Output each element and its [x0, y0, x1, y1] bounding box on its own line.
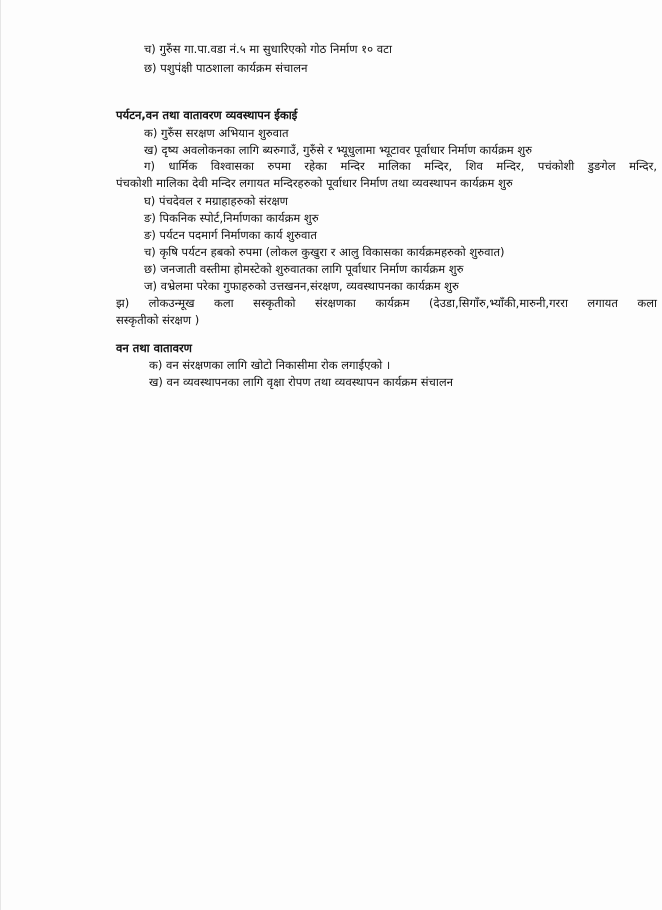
- list-item: च) गुरुँस गा.पा.वडा नं.५ मा सुधारिएको गोठ निर्माण १० वटा: [144, 42, 392, 56]
- list-item: क) वन संरक्षणका लागि खोटो निकासीमा रोक लगाईएको ।: [149, 358, 391, 372]
- list-item: च) कृषि पर्यटन हबको रुपमा (लोकल कुखुरा र आलु विकासका कार्यक्रमहरुको शुरुवात): [144, 245, 505, 259]
- list-item: ख) वन व्यवस्थापनका लागि वृक्षा रोपण तथा व्यवस्थापन कार्यक्रम संचालन: [149, 375, 454, 389]
- list-item: झ) लोकउन्मूख कला सस्कृतीको संरक्षणका कार्यक्रम (देउडा,सिगाँरु,भ्याँकी,मारुनी,गररा लगायत कला: [116, 296, 657, 310]
- list-item: ज) वभ्रेलमा परेका गुफाहरुको उत्तखनन,संरक्षण, व्यवस्थापनका कार्यक्रम शुरु: [144, 279, 459, 293]
- list-item: घ) पंचदेवल र मग्राहाहरुको संरक्षण: [144, 194, 288, 208]
- list-item-continuation: पंचकोशी मालिका देवी मन्दिर लगायत मन्दिरहरुको पूर्वाधार निर्माण तथा व्यवस्थापन कार्यक्रम शुरु: [116, 176, 513, 190]
- list-item: ङ) पर्यटन पदमार्ग निर्माणका कार्य शुरुवात: [144, 228, 317, 242]
- list-item: ग) धार्मिक विश्वासका रुपमा रहेका मन्दिर मालिका मन्दिर, शिव मन्दिर, पचंकोशी डुङगेल मन्दिर,: [144, 159, 657, 173]
- list-item: ख) दृष्य अवलोकनका लागि ब्यरुगाउँ, गुरुँसे र भ्यूधुलामा भ्यूटावर पूर्वाधार निर्माण कार्यक्रम शुरु: [144, 143, 533, 157]
- section-heading-tourism: पर्यटन,वन तथा वातावरण व्यवस्थापन ईकाई: [116, 108, 298, 122]
- list-item-continuation: सस्कृतीको संरक्षण ): [116, 313, 200, 327]
- list-item: छ) पशुपंक्षी पाठशाला कार्यक्रम संचालन: [144, 61, 308, 75]
- section-heading-forest: वन तथा वातावरण: [116, 341, 192, 355]
- list-item: छ) जनजाती वस्तीमा होमस्टेको शुरुवातका लागि पूर्वाधार निर्माण कार्यक्रम शुरु: [144, 262, 464, 276]
- list-item: क) गुरुँस सरक्षण अभियान शुरुवात: [144, 126, 289, 140]
- list-item: ङ) पिकनिक स्पोर्ट,निर्माणका कार्यक्रम शुरु: [144, 211, 319, 225]
